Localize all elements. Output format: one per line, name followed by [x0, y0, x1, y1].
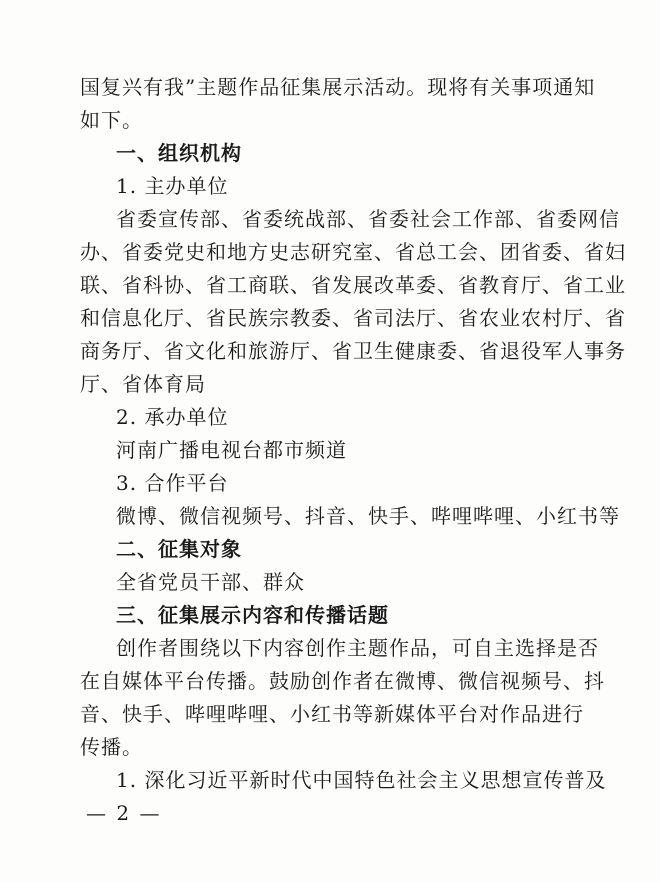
- subsection-heading: 2. 承办单位: [116, 405, 229, 429]
- body-text-line: 联、省科协、省工商联、省发展改革委、省教育厅、省工业: [80, 273, 626, 297]
- subsection-heading: 3. 合作平台: [116, 471, 229, 495]
- body-text-line: 如下。: [80, 108, 143, 132]
- body-text-line: 传播。: [80, 735, 143, 759]
- section-heading: 三、征集展示内容和传播话题: [116, 603, 389, 627]
- body-text-line: 和信息化厅、省民族宗教委、省司法厅、省农业农村厅、省: [80, 306, 626, 330]
- body-text-line: 全省党员干部、群众: [116, 570, 305, 594]
- section-heading: 二、征集对象: [116, 537, 242, 561]
- body-text-line: 1. 深化习近平新时代中国特色社会主义思想宣传普及: [116, 768, 607, 792]
- body-text-line: 微博、微信视频号、抖音、快手、哔哩哔哩、小红书等: [116, 504, 620, 528]
- subsection-heading: 1. 主办单位: [116, 174, 229, 198]
- body-text-line: 音、快手、哔哩哔哩、小红书等新媒体平台对作品进行: [80, 702, 584, 726]
- body-text-line: 厅、省体育局: [80, 372, 206, 396]
- body-text-line: 办、省委党史和地方史志研究室、省总工会、团省委、省妇: [80, 240, 626, 264]
- body-text-line: 省委宣传部、省委统战部、省委社会工作部、省委网信: [116, 207, 620, 231]
- body-text-line: 创作者围绕以下内容创作主题作品，可自主选择是否: [116, 636, 599, 660]
- body-text-line: 在自媒体平台传播。鼓励创作者在微博、微信视频号、抖: [80, 669, 605, 693]
- body-text-line: 国复兴有我”主题作品征集展示活动。现将有关事项通知: [80, 75, 596, 99]
- section-heading: 一、组织机构: [116, 141, 242, 165]
- body-text-line: 商务厅、省文化和旅游厅、省卫生健康委、省退役军人事务: [80, 339, 626, 363]
- body-text-line: 河南广播电视台都市频道: [116, 438, 347, 462]
- page-number: — 2 —: [86, 801, 162, 825]
